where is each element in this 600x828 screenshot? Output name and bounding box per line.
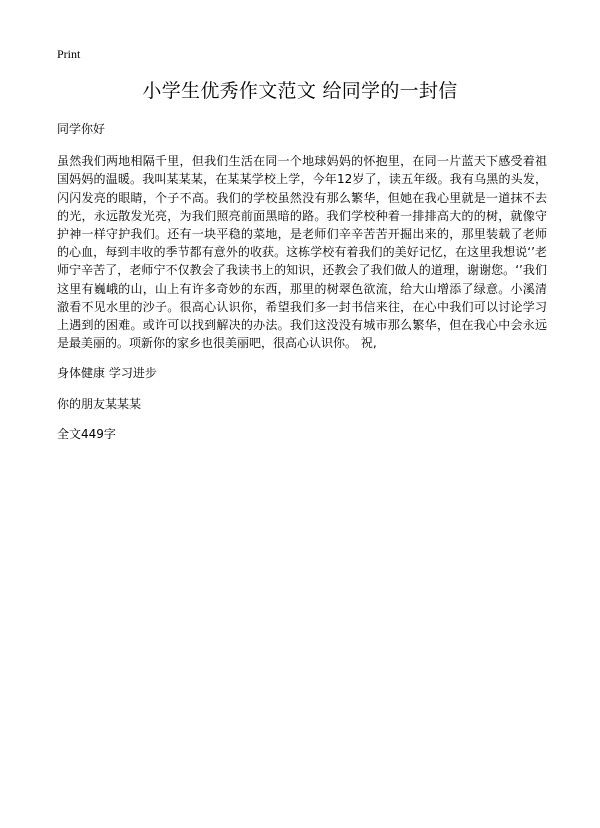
letter-body: 虽然我们两地相隔千里，但我们生活在同一个地球妈妈的怀抱里，在同一片蓝天下感受着祖国妈妈的温暖。我叫某某某，在某某学校上学，今年12岁了，读五年级。我有乌黑的头发，闪闪发亮的眼睛，个子不高。我们的学校虽然没有那么繁华，但她在我心里就是一道抹不去的光，永远散发光亮，为我们照亮前面黑暗的路。我们学校种着一排排高大的的树，就像守护神一样守护我们。还有一块平稳的菜地，是老师们辛辛苦苦开掘出来的，那里装载了老师的心血，每到丰收的季节都有意外的收获。这栋学校有着我们的美好记忆，在这里我想说‘’老师宁辛苦了，老师宁不仅教会了我读书上的知识，还教会了我们做人的道理，谢谢您。‘’我们这里有巍峨的山，山上有许多奇妙的东西，那里的树翠色欲流，给大山增添了绿意。小溪清澈看不见水里的沙子。很高心认识你，希望我们多一封书信来往，在心中我们可以讨论学习上遇到的困难。或许可以找到解决的办法。我们这没没有城市那么繁华，但在我心中会永远是最美丽的。项新你的家乡也很美丽吧，很高心认识你。 祝, [57,154,547,351]
letter-greeting: 同学你好 [57,122,106,136]
print-link[interactable]: Print [57,47,81,61]
letter-signature: 你的朋友某某某 [57,396,142,411]
letter-wish: 身体健康 学习进步 [57,366,157,381]
letter-content [57,120,547,443]
document-title: 小学生优秀作文范文 给同学的一封信 [142,80,458,102]
word-count: 全文449字 [57,426,116,441]
